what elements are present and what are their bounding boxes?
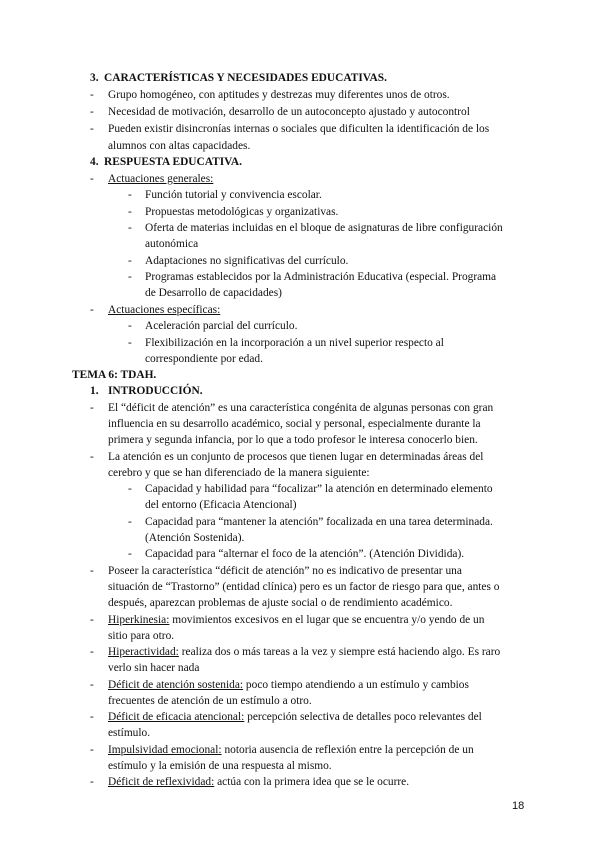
list-item: Aceleración parcial del currículo. (145, 320, 298, 332)
definition-line (108, 742, 474, 758)
definition-text: percepción selectiva de detalles poco relevantes del (247, 711, 482, 723)
definition-line (108, 774, 409, 790)
definition-term: Hiperkinesia: (108, 614, 170, 626)
definition-continuation: frecuentes de atención de un estímulo a otro. (108, 695, 312, 707)
list-item: Necesidad de motivación, desarrollo de un autoconcepto ajustado y autocontrol (108, 106, 470, 118)
list-item: Oferta de materias incluidas en el bloque de asignaturas de libre configuración (145, 222, 503, 234)
list-item: Grupo homogéneo, con aptitudes y destrezas muy diferentes unos de otros. (108, 89, 450, 101)
list-item-continuation: alumnos con altas capacidades. (108, 140, 251, 152)
definition-term: Déficit de reflexividad: (108, 776, 215, 788)
bullet-dash: - (128, 516, 132, 528)
section-3-heading: CARACTERÍSTICAS Y NECESIDADES EDUCATIVAS. (104, 72, 387, 84)
bullet-dash: - (90, 776, 94, 788)
list-item: Pueden existir disincronías internas o sociales que dificulten la identificación de los (108, 123, 490, 135)
definition-continuation: verlo sin hacer nada (108, 662, 200, 674)
bullet-dash: - (128, 222, 132, 234)
definition-term: Hiperactividad: (108, 646, 179, 658)
paragraph-line: primera y segunda infancia, por lo que a todo profesor le interesa conocerlo bien. (108, 434, 478, 446)
bullet-dash: - (128, 320, 132, 332)
bullet-dash: - (90, 123, 94, 135)
intro-heading: INTRODUCCIÓN. (108, 385, 203, 397)
list-item-continuation: (Atención Sostenida). (145, 532, 245, 544)
definition-line (108, 644, 500, 660)
bullet-dash: - (128, 271, 132, 283)
definition-text: poco tiempo atendiendo a un estímulo y cambios (245, 679, 469, 691)
paragraph-line: después, aparezcan problemas de ajuste social o de rendimiento académico. (108, 597, 453, 609)
definition-term: Déficit de atención sostenida: (108, 679, 244, 691)
list-item: Adaptaciones no significativas del currículo. (145, 255, 349, 267)
definition-line (108, 677, 469, 693)
list-item-continuation: de Desarrollo de capacidades) (145, 287, 282, 299)
bullet-dash: - (90, 646, 94, 658)
section-3-number: 3. (90, 72, 99, 84)
paragraph-line: situación de “Trastorno” (entidad clínica) pero es un factor de riesgo para que, antes o (108, 581, 500, 593)
definition-text: actúa con la primera idea que se le ocurre. (217, 776, 410, 788)
list-item: Programas establecidos por la Administración Educativa (especial. Programa (145, 271, 497, 283)
definition-continuation: estímulo y la emisión de una respuesta al mismo. (108, 760, 332, 772)
page-number: 18 (512, 800, 525, 812)
definition-text: notoria ausencia de reflexión entre la percepción de un (224, 744, 474, 756)
bullet-dash: - (90, 304, 94, 316)
bullet-dash: - (90, 679, 94, 691)
definition-text: movimientos excesivos en el lugar que se encuentra y/o yendo de un (172, 614, 485, 626)
list-item-continuation: autonómica (145, 238, 199, 250)
definition-line (108, 709, 482, 725)
bullet-dash: - (128, 255, 132, 267)
definition-text: realiza dos o más tareas a la vez y siempre está haciendo algo. Es raro (181, 646, 501, 658)
definition-line (108, 612, 484, 628)
list-item: Propuestas metodológicas y organizativas. (145, 206, 339, 218)
definition-continuation: sitio para otro. (108, 630, 175, 642)
bullet-dash: - (90, 173, 94, 185)
section-4-number: 4. (90, 156, 99, 168)
definition-term: Déficit de eficacia atencional: (108, 711, 245, 723)
tema-6-title: TEMA 6: TDAH. (72, 369, 157, 381)
definition-term: Impulsividad emocional: (108, 744, 222, 756)
bullet-dash: - (128, 483, 132, 495)
list-item: Flexibilización en la incorporación a un nivel superior respecto al (145, 337, 444, 349)
list-item: Capacidad para “alternar el foco de la atención”. (Atención Dividida). (145, 548, 465, 560)
bullet-dash: - (90, 106, 94, 118)
list-item-continuation: del entorno (Eficacia Atencional) (145, 499, 297, 511)
definition-continuation: estímulo. (108, 727, 151, 739)
bullet-dash: - (90, 711, 94, 723)
paragraph-line: influencia en su desarrollo académico, social y personal, especialmente durante la (108, 418, 481, 430)
paragraph-line: cerebro y que se han diferenciado de la manera siguiente: (108, 467, 370, 479)
list-item-continuation: correspondiente por edad. (145, 353, 263, 365)
bullet-dash: - (128, 189, 132, 201)
list-item: Función tutorial y convivencia escolar. (145, 189, 322, 201)
general-actions-label: Actuaciones generales: (108, 173, 214, 185)
bullet-dash: - (90, 402, 94, 414)
list-item: Capacidad y habilidad para “focalizar” la atención en determinado elemento (145, 483, 493, 495)
paragraph-line: Poseer la característica “déficit de atención” no es indicativo de presentar una (108, 565, 462, 577)
bullet-dash: - (128, 548, 132, 560)
bullet-dash: - (128, 206, 132, 218)
bullet-dash: - (90, 451, 94, 463)
bullet-dash: - (90, 614, 94, 626)
specific-actions-label: Actuaciones específicas: (108, 304, 221, 316)
paragraph-line: La atención es un conjunto de procesos que tienen lugar en determinadas áreas del (108, 451, 484, 463)
section-4-heading: RESPUESTA EDUCATIVA. (104, 156, 242, 168)
paragraph-line: El “déficit de atención” es una característica congénita de algunas personas con gran (108, 402, 494, 414)
bullet-dash: - (90, 744, 94, 756)
list-item: Capacidad para “mantener la atención” focalizada en una tarea determinada. (145, 516, 493, 528)
bullet-dash: - (90, 89, 94, 101)
intro-number: 1. (90, 385, 99, 397)
bullet-dash: - (90, 565, 94, 577)
bullet-dash: - (128, 337, 132, 349)
